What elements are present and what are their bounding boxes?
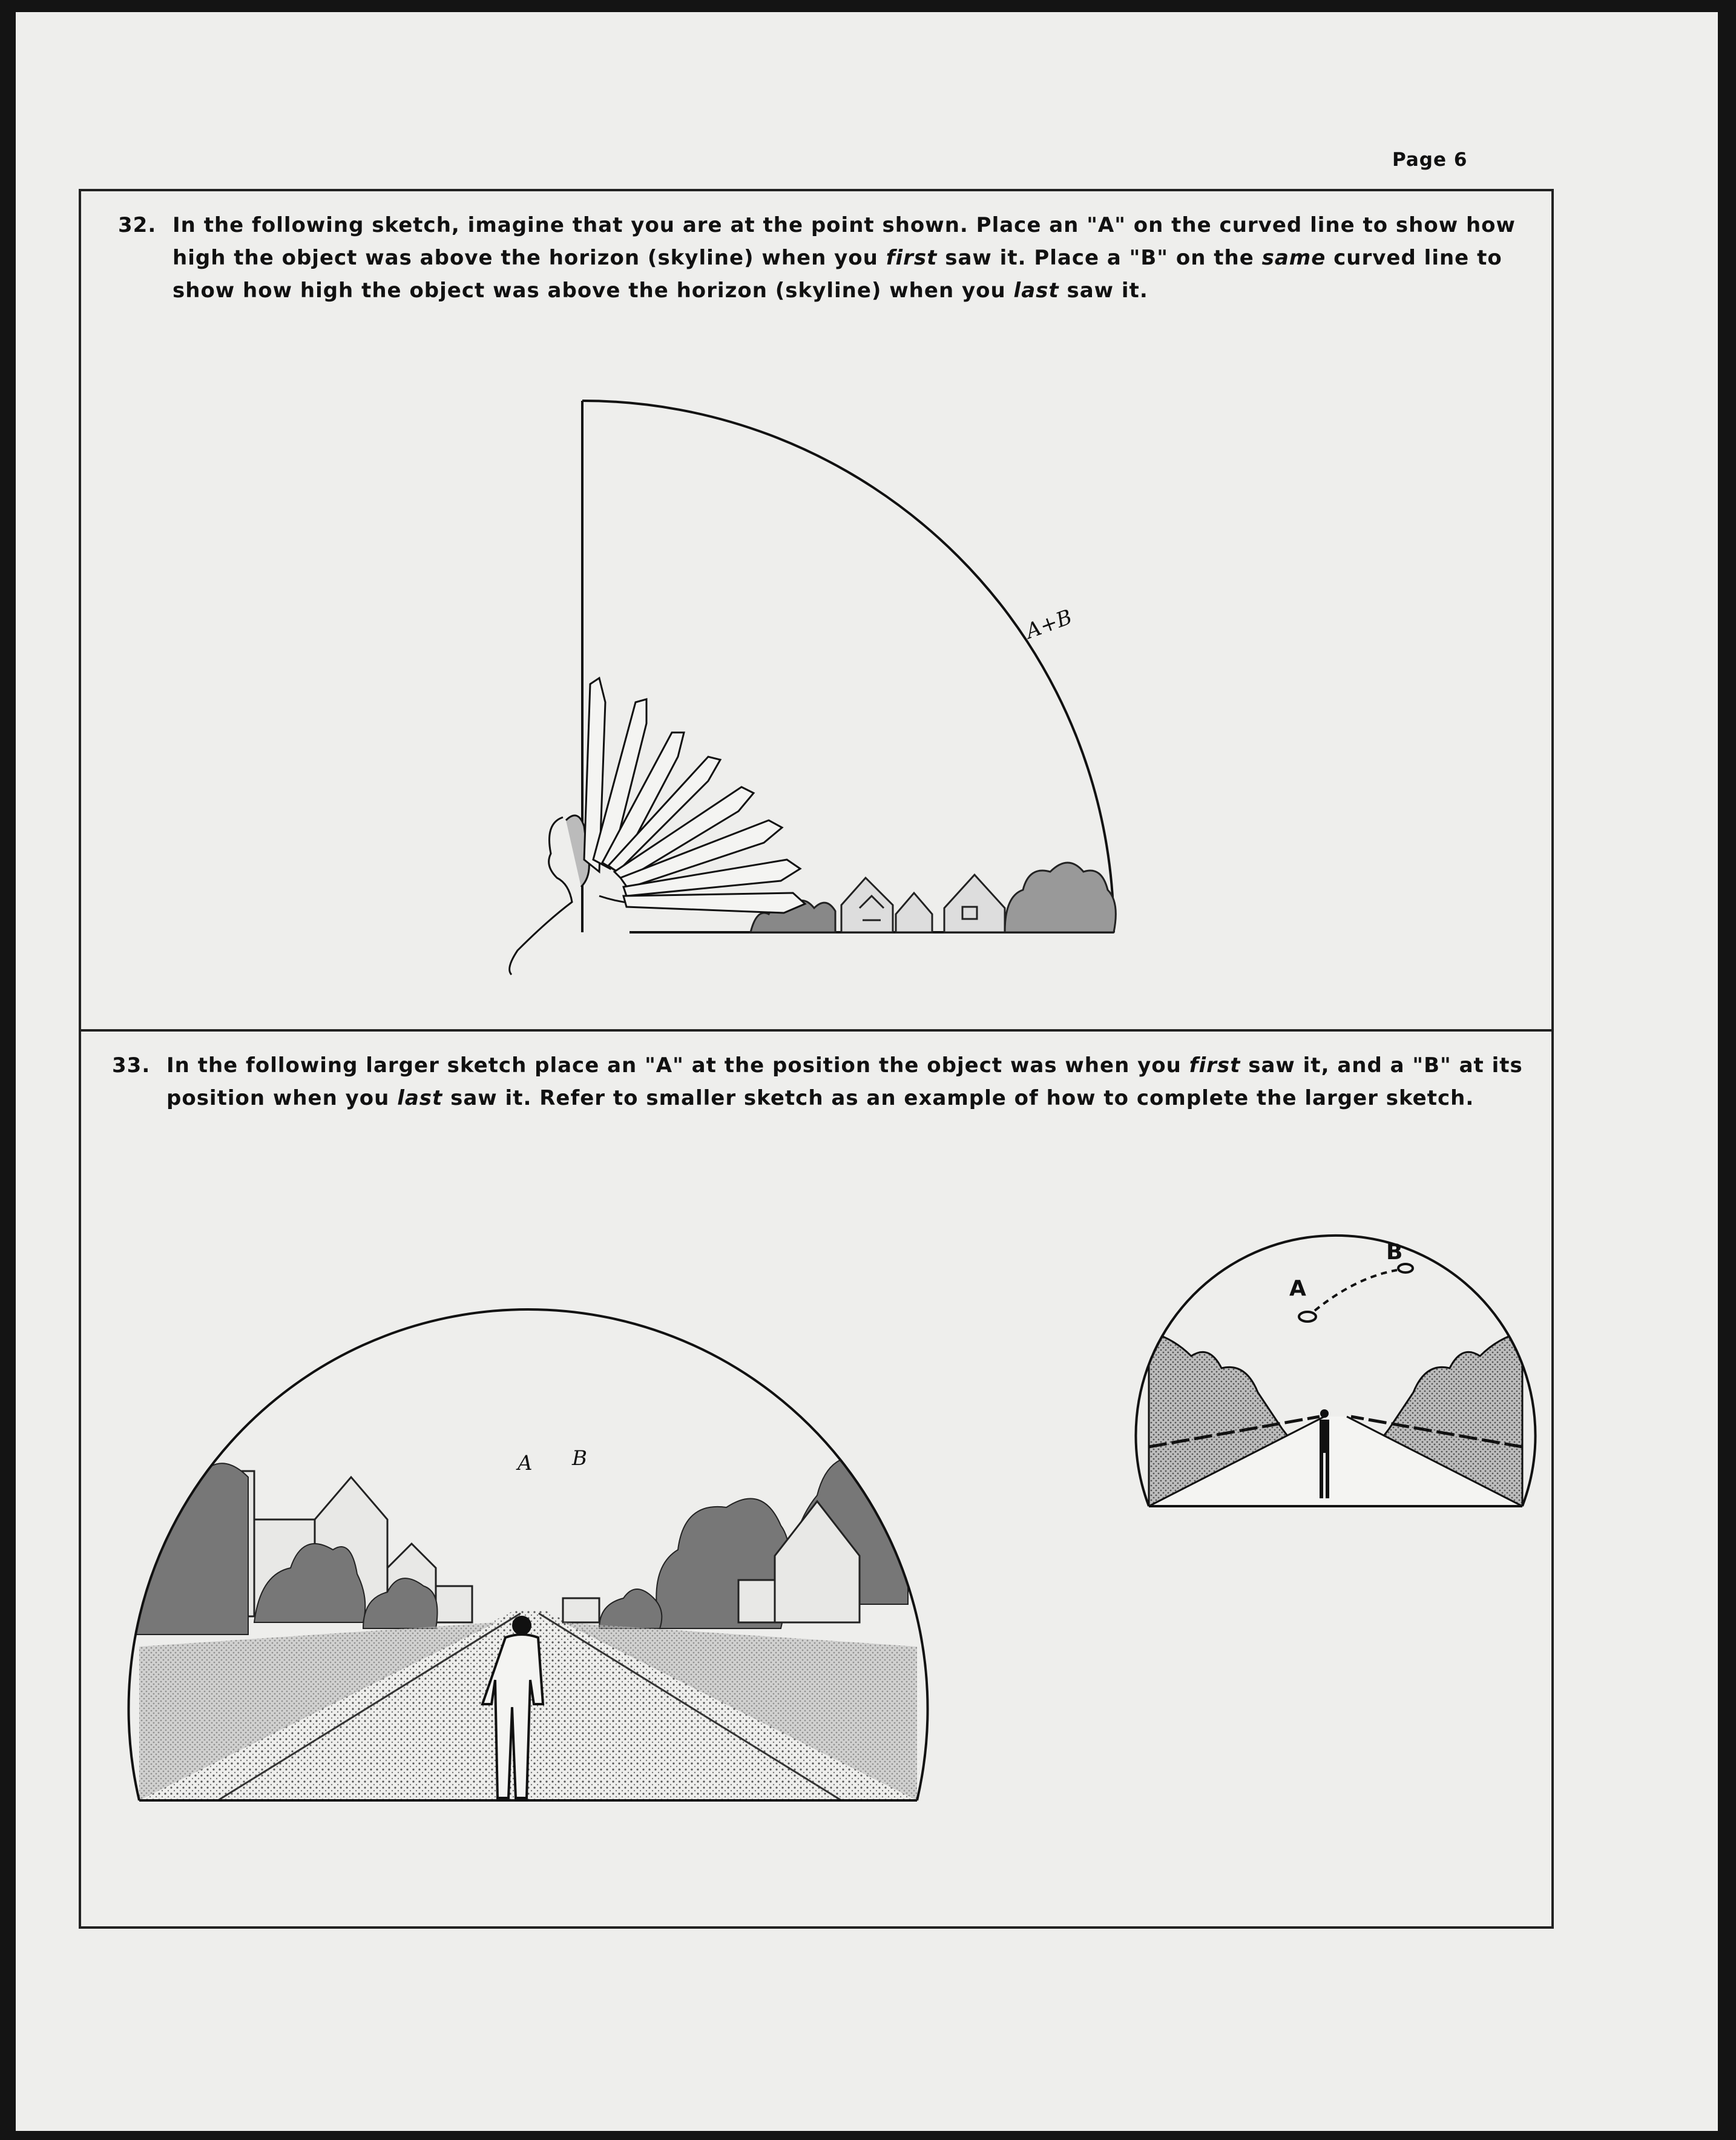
q32-number: 32. xyxy=(118,213,157,237)
q32-line-1: 32. In the following sketch, imagine that you are at the point shown. Place an "A" on the curved line to show how xyxy=(118,209,1528,242)
q33-number: 33. xyxy=(112,1053,151,1078)
q32-line-2: high the object was above the horizon (skyline) when you first saw it. Place a "B" on the same curved line to xyxy=(173,246,1502,270)
q33-handwritten-a: A xyxy=(518,1451,533,1475)
example-object-b xyxy=(1398,1264,1413,1272)
example-path-dashed xyxy=(1315,1270,1397,1311)
example-label-a: A xyxy=(1289,1276,1306,1301)
example-object-a xyxy=(1299,1312,1316,1322)
q33-line-1: 33. In the following larger sketch place an "A" at the position the object was when you first saw it, and a "B" at its xyxy=(112,1049,1528,1082)
example-label-b: B xyxy=(1386,1240,1403,1265)
page-number: Page 6 xyxy=(1392,149,1468,171)
q33-handwritten-b: B xyxy=(572,1446,587,1470)
q32-line-3: show how high the object was above the horizon (skyline) when you last saw it. xyxy=(173,278,1148,303)
q33-line-2: position when you last saw it. Refer to smaller sketch as an example of how to complete the larger sketch. xyxy=(166,1086,1475,1110)
example-sketch-scene xyxy=(1149,1332,1522,1506)
q32-handwritten-answer: A+B xyxy=(1022,605,1076,644)
